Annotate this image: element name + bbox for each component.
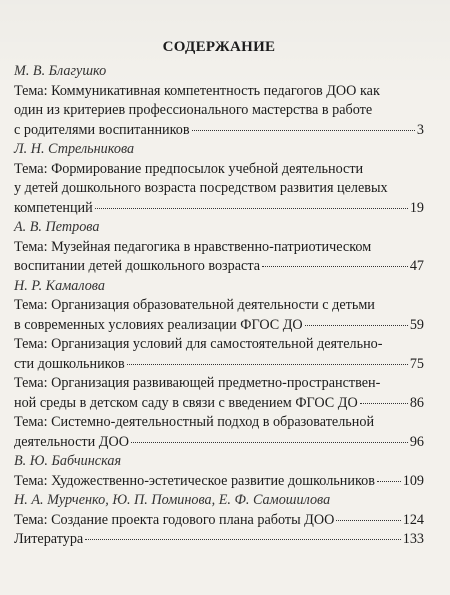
dot-leader: [377, 481, 401, 482]
entry-line: Литература: [14, 531, 84, 547]
entry-line: Тема: Художественно-эстетическое развитие дошкольников: [14, 472, 375, 489]
entry-line: Тема: Организация образовательной деятельности с детьми: [14, 297, 375, 313]
toc-title: СОДЕРЖАНИЕ: [162, 39, 276, 55]
entry-line: Тема: Коммуникативная компетентность педагогов ДОО как: [14, 82, 380, 99]
page-number: 75: [409, 355, 424, 372]
toc-entry[interactable]: [14, 413, 424, 452]
toc-section: [14, 277, 424, 453]
entry-line: ной среды в детском саду в связи с введением ФГОС ДО: [14, 394, 358, 411]
page-number: 109: [402, 472, 424, 489]
entry-last-line: [14, 472, 424, 492]
entry-line: с родителями воспитанников: [14, 121, 190, 138]
entry-line: сти дошкольников: [14, 355, 125, 372]
toc-entry[interactable]: [14, 82, 424, 141]
entry-line: Тема: Музейная педагогика в нравственно-патриотическом: [14, 238, 372, 255]
toc-section: [14, 62, 424, 140]
entry-line: один из критериев профессионального мастерства в работе: [14, 102, 373, 118]
page-number: 59: [409, 316, 424, 333]
page-number: 133: [402, 531, 424, 547]
table-of-contents: [14, 62, 424, 550]
entry-line: воспитании детей дошкольного возраста: [14, 258, 260, 274]
entry-line: Тема: Организация условий для самостоятельной деятельно-: [14, 336, 383, 352]
entry-line: Тема: Создание проекта годового плана работы ДОО: [14, 511, 335, 528]
author-name: М. В. Благушко: [14, 63, 107, 79]
toc-section: [14, 491, 424, 530]
entry-last-line: [14, 355, 424, 375]
page-number: 47: [409, 258, 424, 274]
page-number: 86: [409, 394, 424, 411]
dot-leader: [95, 208, 408, 209]
toc-entry[interactable]: [14, 511, 424, 531]
toc-entry[interactable]: [14, 374, 424, 413]
dot-leader: [127, 364, 408, 365]
entry-line: в современных условиях реализации ФГОС ДО: [14, 316, 303, 333]
author-name: Н. Р. Камалова: [14, 277, 105, 294]
entry-last-line: [14, 121, 424, 141]
entry-last-line: [14, 257, 424, 277]
entry-line: деятельности ДОО: [14, 433, 129, 450]
toc-section: [14, 452, 424, 491]
toc-entry[interactable]: [14, 160, 424, 219]
toc-section: [14, 140, 424, 218]
entry-line: Тема: Организация развивающей предметно-пространствен-: [14, 375, 381, 391]
entry-line: у детей дошкольного возраста посредством развития целевых: [14, 180, 388, 196]
dot-leader: [262, 266, 408, 267]
dot-leader: [192, 130, 415, 131]
dot-leader: [360, 403, 408, 404]
author-name: Л. Н. Стрельникова: [14, 141, 135, 157]
entry-last-line: [14, 433, 424, 453]
entry-line: Тема: Системно-деятельностный подход в образовательной: [14, 414, 375, 430]
dot-leader: [131, 442, 408, 443]
dot-leader: [336, 520, 400, 521]
toc-entry[interactable]: [14, 530, 424, 550]
author-name: А. В. Петрова: [14, 219, 100, 235]
page-number: 3: [416, 121, 424, 138]
page-number: 96: [409, 433, 424, 450]
page-number: 124: [402, 511, 424, 528]
toc-entry[interactable]: [14, 335, 424, 374]
toc-entry[interactable]: [14, 296, 424, 335]
entry-last-line: [14, 199, 424, 219]
entry-last-line: [14, 511, 424, 531]
page-number: 19: [409, 199, 424, 216]
author-name: В. Ю. Бабчинская: [14, 453, 122, 469]
entry-last-line: [14, 394, 424, 414]
toc-entry[interactable]: [14, 238, 424, 277]
author-name: Н. А. Мурченко, Ю. П. Поминова, Е. Ф. Самошилова: [14, 492, 331, 508]
toc-section: [14, 218, 424, 277]
dot-leader: [85, 539, 400, 540]
entry-line: Тема: Формирование предпосылок учебной деятельности: [14, 160, 364, 177]
dot-leader: [305, 325, 408, 326]
entry-last-line: [14, 530, 424, 550]
entry-last-line: [14, 316, 424, 336]
toc-section: [14, 530, 424, 550]
entry-line: компетенций: [14, 199, 93, 216]
toc-entry[interactable]: [14, 472, 424, 492]
